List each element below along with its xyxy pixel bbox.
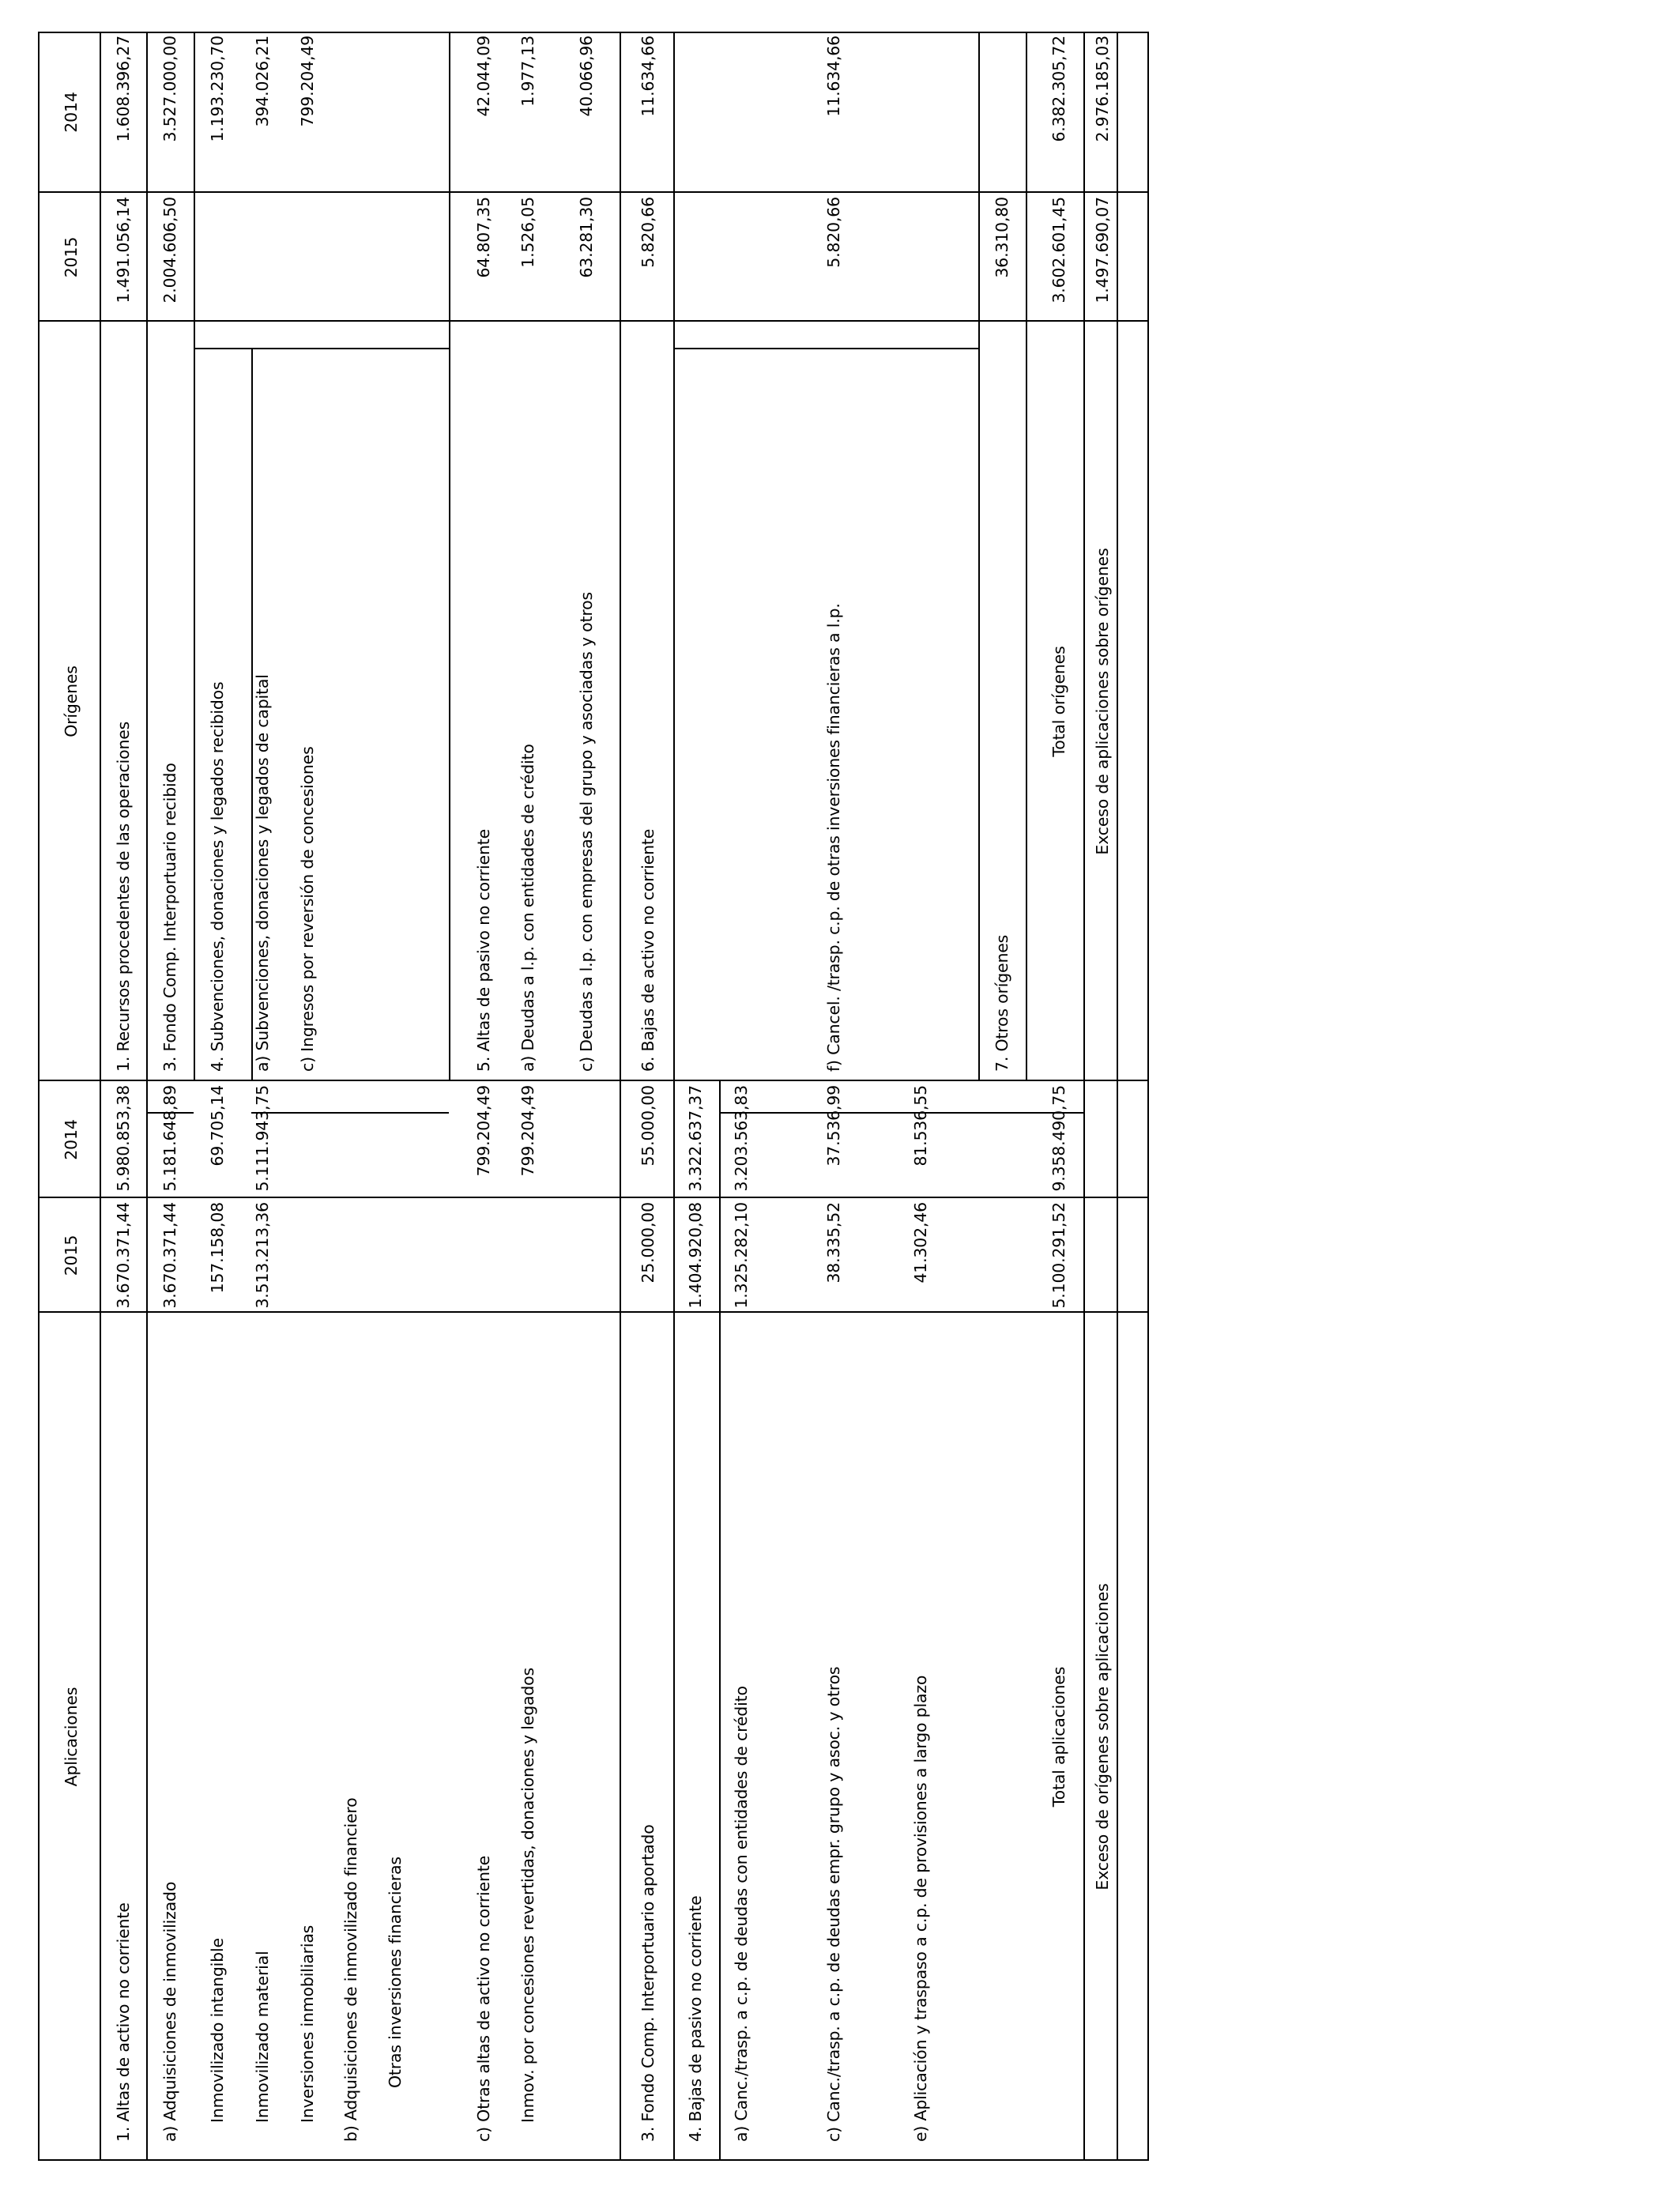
total-aplicaciones-2015: 5.100.291,52: [1049, 1202, 1068, 1309]
col-divider-b: [38, 1197, 1149, 1198]
ori-label-6: a) Deudas a l.p. con entidades de crédito: [518, 744, 537, 1072]
right-amount-line: [194, 348, 450, 349]
apl-2014-0: 5.980.853,38: [114, 1085, 133, 1192]
apl-2014-3: 5.111.943,75: [253, 1085, 272, 1192]
apl-2014-12: 37.536,99: [824, 1085, 843, 1167]
apl-label-10: 4. Bajas de pasivo no corriente: [686, 1895, 705, 2142]
ori-2015-5: 64.807,35: [474, 197, 493, 278]
total-origenes-2014: 6.382.305,72: [1049, 36, 1068, 142]
left-sep-5: [1083, 1081, 1085, 2161]
apl-label-2: Inmovilizado intangible: [208, 1938, 227, 2123]
border-left: [38, 2159, 1149, 2161]
total-aplicaciones-2014: 9.358.490,75: [1049, 1085, 1068, 1192]
right-sep-7: [978, 32, 980, 1081]
apl-label-7: c) Otras altas de activo no corriente: [474, 1855, 493, 2142]
col-divider-c: [38, 1080, 1149, 1081]
apl-label-5: b) Adquisiciones de inmovilizado financiero: [341, 1797, 360, 2142]
ori-2015-10: 36.310,80: [993, 197, 1011, 278]
ori-label-0: 1. Recursos procedentes de las operaciones: [114, 721, 133, 1072]
apl-2014-1: 5.181.648,89: [160, 1085, 179, 1192]
ori-label-10: 7. Otros orígenes: [993, 934, 1011, 1072]
apl-2014-10: 3.322.637,37: [686, 1085, 705, 1192]
apl-2015-13: 41.302,46: [911, 1202, 930, 1284]
ori-label-3: a) Subvenciones, donaciones y legados de capital: [253, 674, 272, 1072]
apl-2015-10: 1.404.920,08: [686, 1202, 705, 1309]
exceso-aplicaciones-label: Exceso de aplicaciones sobre orígenes: [1093, 548, 1112, 855]
right-gap-line-2: [251, 1112, 449, 1114]
apl-label-13: e) Aplicación y traspaso a c.p. de provisiones a largo plazo: [911, 1675, 930, 2142]
header-divider: [100, 32, 101, 2161]
right-sep-10: [1117, 32, 1118, 1081]
header-origenes: Orígenes: [62, 665, 81, 737]
border-bottom: [1147, 32, 1149, 2161]
ori-2014-8: 11.634,66: [638, 36, 657, 117]
apl-2015-12: 38.335,52: [824, 1202, 843, 1284]
apl-2015-1: 3.670.371,44: [160, 1202, 179, 1309]
ori-2014-7: 40.066,96: [577, 36, 596, 117]
apl-2014-2: 69.705,14: [208, 1085, 227, 1167]
ori-2014-6: 1.977,13: [518, 36, 537, 107]
exceso-2015: 1.497.690,07: [1093, 197, 1112, 303]
right-sep-6: [673, 32, 675, 1081]
header-2014-right: 2014: [62, 92, 81, 133]
ori-2014-0: 1.608.396,27: [114, 36, 133, 142]
apl-label-12: c) Canc./trasp. a c.p. de deudas empr. grupo y asoc. y otros: [824, 1666, 843, 2142]
left-sep-1: [146, 1081, 148, 2161]
col-divider-a: [38, 1311, 1149, 1313]
apl-2015-2: 157.158,08: [208, 1202, 227, 1294]
border-top: [38, 32, 40, 2161]
ori-2015-0: 1.491.056,14: [114, 197, 133, 303]
total-aplicaciones-label: Total aplicaciones: [1049, 1666, 1068, 1808]
ori-label-9: f) Cancel. /trasp. c.p. de otras inversiones financieras a l.p.: [824, 603, 843, 1072]
header-2014-left: 2014: [62, 1119, 81, 1160]
ori-2015-1: 2.004.606,50: [160, 197, 179, 303]
left-indent-line: [719, 1112, 1083, 1114]
apl-2015-0: 3.670.371,44: [114, 1202, 133, 1309]
exceso-2014: 2.976.185,03: [1093, 36, 1112, 142]
apl-2015-3: 3.513.213,36: [253, 1202, 272, 1309]
apl-2014-13: 81.536,55: [911, 1085, 930, 1167]
apl-2014-9: 55.000,00: [638, 1085, 657, 1167]
apl-label-9: 3. Fondo Comp. Interportuario aportado: [638, 1824, 657, 2142]
apl-2015-9: 25.000,00: [638, 1202, 657, 1284]
apl-2014-7: 799.204,49: [474, 1085, 493, 1177]
exceso-origenes-label: Exceso de orígenes sobre aplicaciones: [1093, 1583, 1112, 1891]
ori-2014-1: 3.527.000,00: [160, 36, 179, 142]
ori-label-8: 6. Bajas de activo no corriente: [638, 828, 657, 1072]
ori-label-2: 4. Subvenciones, donaciones y legados recibidos: [208, 681, 227, 1072]
right-amount-line-2: [673, 348, 978, 349]
apl-2014-11: 3.203.563,83: [732, 1085, 751, 1192]
right-sep-8: [1026, 32, 1027, 1081]
right-sep-5: [620, 32, 621, 1081]
apl-2015-11: 1.325.282,10: [732, 1202, 751, 1309]
ori-2014-4: 799.204,49: [298, 36, 317, 127]
apl-label-8: Inmov. por concesiones revertidas, donaciones y legados: [518, 1667, 537, 2123]
apl-label-0: 1. Altas de activo no corriente: [114, 1902, 133, 2142]
ori-2015-7: 63.281,30: [577, 197, 596, 278]
ori-label-4: c) Ingresos por reversión de concesiones: [298, 746, 317, 1072]
apl-2014-8: 799.204,49: [518, 1085, 537, 1177]
apl-label-11: a) Canc./trasp. a c.p. de deudas con entidades de crédito: [732, 1686, 751, 2142]
left-sep-3: [673, 1081, 675, 2161]
left-sep-4: [719, 1081, 721, 2161]
ori-label-5: 5. Altas de pasivo no corriente: [474, 829, 493, 1072]
ori-2014-2: 1.193.230,70: [208, 36, 227, 142]
apl-label-6: Otras inversiones financieras: [386, 1857, 405, 2088]
ori-2015-6: 1.526,05: [518, 197, 537, 268]
right-sep-9: [1083, 32, 1085, 1081]
header-aplicaciones: Aplicaciones: [62, 1687, 81, 1787]
right-sep-2: [194, 32, 195, 1081]
header-2015-right: 2015: [62, 236, 81, 278]
ori-label-7: c) Deudas a l.p. con empresas del grupo y asociadas y otros: [577, 592, 596, 1072]
ori-2014-3: 394.026,21: [253, 36, 272, 127]
right-sep-1: [146, 32, 148, 1081]
total-origenes-2015: 3.602.601,45: [1049, 197, 1068, 303]
border-right: [38, 32, 1149, 33]
right-sep-4: [449, 32, 450, 1081]
left-sep-6: [1117, 1081, 1118, 2161]
total-origenes-label: Total orígenes: [1049, 646, 1068, 757]
apl-label-3: Inmovilizado material: [253, 1951, 272, 2123]
ori-2015-8: 5.820,66: [638, 197, 657, 268]
ori-2014-5: 42.044,09: [474, 36, 493, 117]
header-2015-left: 2015: [62, 1235, 81, 1276]
financing-table: [38, 32, 1149, 2161]
apl-label-4: Inversiones inmobiliarias: [298, 1924, 317, 2123]
ori-2014-9: 11.634,66: [824, 36, 843, 117]
ori-label-1: 3. Fondo Comp. Interportuario recibido: [160, 763, 179, 1072]
apl-label-1: a) Adquisiciones de inmovilizado: [160, 1881, 179, 2142]
left-sep-2: [620, 1081, 621, 2161]
ori-2015-9: 5.820,66: [824, 197, 843, 268]
